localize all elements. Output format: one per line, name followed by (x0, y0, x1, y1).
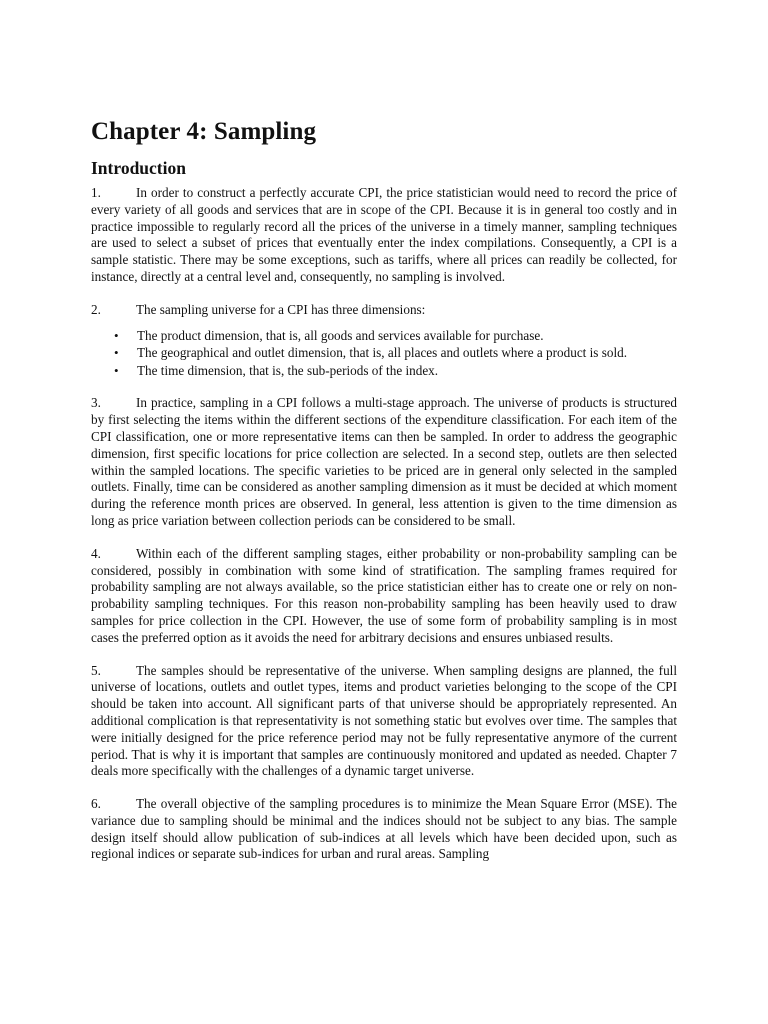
paragraph-3 (91, 395, 677, 529)
dimensions-list (91, 327, 677, 380)
document-page (91, 112, 677, 863)
list-item (91, 362, 677, 380)
bullet-icon: • (114, 345, 119, 361)
list-item (91, 344, 677, 362)
paragraph-2 (91, 302, 677, 319)
paragraph-text: The overall objective of the sampling procedures is to minimize the Mean Square Error (MSE). The variance due to sampling should be minimal and the indices should not be subject to any bias. The sample design itself should allow publication of sub-indices at all levels which have been decided upon, such as regional indices or separate sub-indices for urban and rural areas. Sampling (91, 796, 677, 862)
paragraph-number: 4. (91, 545, 101, 561)
bullet-icon: • (114, 362, 119, 378)
chapter-title: Chapter 4: Sampling (91, 118, 317, 145)
paragraph-text: The sampling universe for a CPI has three dimensions: (136, 301, 426, 317)
paragraph-text: In practice, sampling in a CPI follows a multi-stage approach. The universe of products is structured by first selecting the items within the different sections of the expenditure classification. For each item of the CPI classification, one or more representative items can then be sampled. In order to address the geographic dimension, first specific locations for price collection are selected. In a second step, outlets are then selected within the sampled locations. The specific varieties to be priced are in general only selected in the sampled outlets. Finally, time can be considered as another sampling dimension as it must be decided at which moment during the reference month prices are observed. In general, less attention is given to the time dimension as long as price variation between collection periods can be considered to be small. (91, 395, 677, 528)
paragraph-number: 3. (91, 395, 101, 411)
list-item (91, 327, 677, 345)
paragraph-spacer (91, 379, 677, 395)
section-heading-introduction: Introduction (91, 158, 186, 178)
paragraph-5 (91, 663, 677, 781)
paragraph-4 (91, 546, 677, 647)
paragraph-number: 2. (91, 301, 101, 317)
list-item-text: The time dimension, that is, the sub-periods of the index. (137, 362, 439, 378)
list-item-text: The product dimension, that is, all goods and services available for purchase. (137, 327, 544, 343)
paragraph-6 (91, 796, 677, 863)
bullet-icon: • (114, 327, 119, 343)
paragraph-spacer (91, 286, 677, 302)
paragraph-1 (91, 185, 677, 286)
paragraph-text: The samples should be representative of the universe. When sampling designs are planned, the full universe of locations, outlets and outlet types, items and product varieties belonging to the scope of the CPI should be taken into account. All significant parts of that universe should be appropriately represented. An additional complication is that representativity is not something static but evolves over time. The samples that were initially designed for the price reference period may not be fully representative anymore of the current period. That is why it is important that samples are continuously monitored and updated as needed. Chapter 7 deals more specifically with the challenges of a dynamic target universe. (91, 662, 677, 779)
paragraph-spacer (91, 647, 677, 663)
paragraph-spacer (91, 780, 677, 796)
list-item-text: The geographical and outlet dimension, that is, all places and outlets where a product is sold. (137, 345, 628, 361)
paragraph-number: 5. (91, 662, 101, 678)
paragraph-text: Within each of the different sampling stages, either probability or non-probability sampling can be considered, possibly in combination with some kind of stratification. The sampling frames required for probability sampling are not always available, so the price statistician either has to create one or rely on non-probability sampling techniques. For this reason non-probability sampling has been heavily used to draw samples for price collection in the CPI. However, the use of some form of probability sampling is in most cases the preferred option as it avoids the need for arbitrary decisions and ensures unbiased results. (91, 545, 677, 645)
paragraph-text: In order to construct a perfectly accurate CPI, the price statistician would need to record the price of every variety of all goods and services that are in scope of the CPI. Because it is in general too costly and in practice impossible to regularly record all the prices of the universe in a timely manner, sampling techniques are used to select a subset of prices that eventually enter the index compilations. Consequently, a CPI is a sample statistic. There may be some exceptions, such as tariffs, where all prices can readily be collected, for instance, directly at a central level and, consequently, no sampling is involved. (91, 185, 677, 284)
paragraph-number: 1. (91, 185, 101, 200)
paragraph-number: 6. (91, 796, 101, 812)
paragraph-spacer (91, 530, 677, 546)
